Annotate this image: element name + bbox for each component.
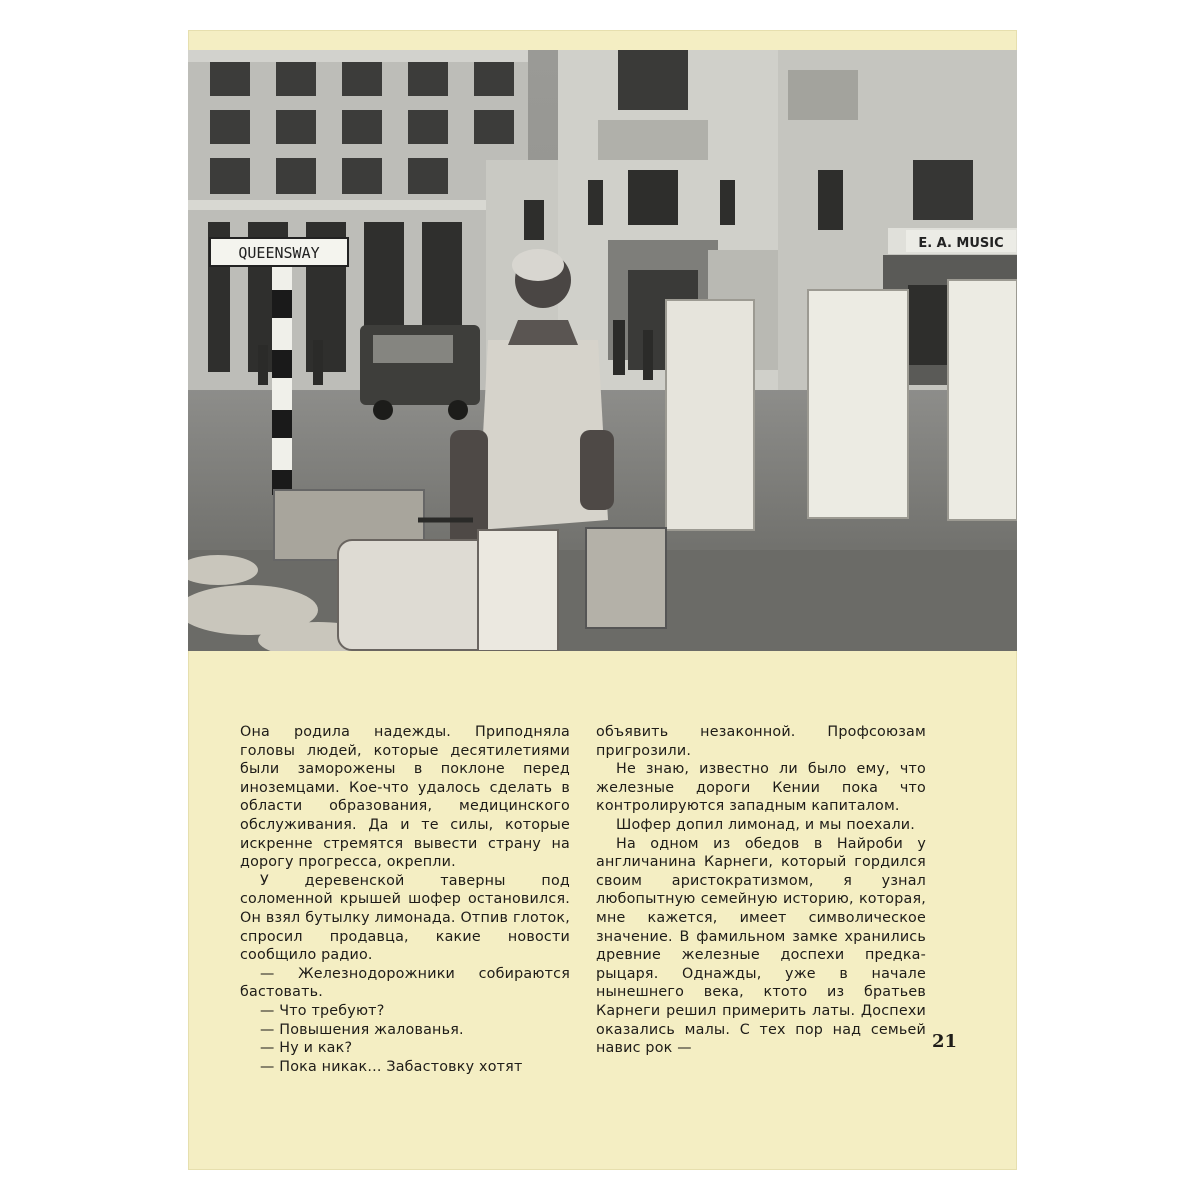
shop-sign bbox=[906, 230, 1016, 252]
dialogue-line: — Ну и как? bbox=[260, 1040, 353, 1057]
text-column-left bbox=[240, 723, 570, 1076]
paragraph: На одном из обедов в Найроби у англичанина Карнеги, который гордился своим аристократизмом, я узнал любопытную семейную историю, которая, мне кажется, имеет символическое значение. В фамильном замке хранились древние железные доспехи предка-рыцаря. Однажды, уже в начале нынешнего века, ктото из братьев Карнеги решил примерить латы. Доспехи оказались малы. С тех пор над семьей навис рок — bbox=[596, 835, 926, 1057]
street-photo-illustration bbox=[188, 50, 1017, 651]
magazine-page bbox=[188, 30, 1017, 1170]
dialogue-line: — Пока никак... Забастовку хотят bbox=[260, 1058, 523, 1075]
paragraph: У деревенской таверны под соломенной крышей шофер остановился. Он взял бутылку лимонада. Отпив глоток, спросил продавца, какие новости сообщило радио. bbox=[240, 872, 570, 964]
page-number: 21 bbox=[931, 1031, 957, 1052]
paragraph: объявить незаконной. Профсоюзам пригрозили. bbox=[596, 724, 926, 759]
text-column-right bbox=[596, 723, 926, 1058]
paragraph: Шофер допил лимонад, и мы поехали. bbox=[616, 816, 916, 833]
dialogue-line: — Повышения жалованья. bbox=[260, 1021, 464, 1038]
shop-sign-text: E. A. MUSIC bbox=[918, 236, 1004, 251]
paragraph: Она родила надежды. Приподняла головы людей, которые десятилетиями были заморожены в поклоне перед иноземцами. Кое-что удалось сделать в области образования, медицинского обслуживания. Да и те силы, которые искренне стремятся вывести страну на дорогу прогресса, окрепли. bbox=[240, 724, 570, 871]
paragraph: Не знаю, известно ли было ему, что железные дороги Кении пока что контролируются западным капиталом. bbox=[596, 761, 926, 815]
street-sign-text: QUEENSWAY bbox=[238, 244, 320, 262]
dialogue-line: — Что требуют? bbox=[260, 1002, 385, 1019]
street-photo bbox=[188, 50, 1017, 651]
dialogue-line: — Железнодорожники собираются бастовать. bbox=[240, 965, 570, 1001]
